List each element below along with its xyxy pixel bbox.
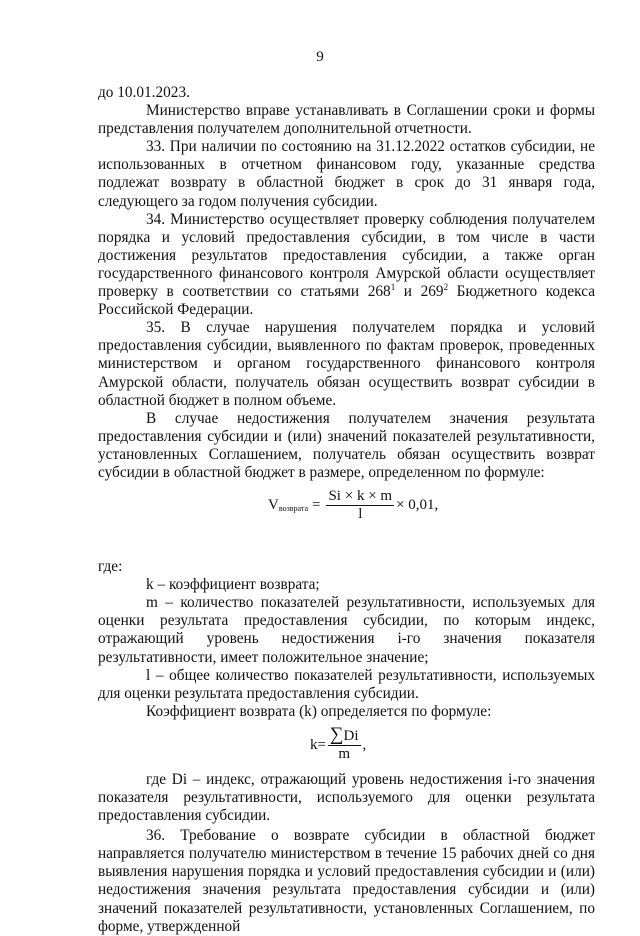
- paragraph: В случае недостижения получателем значения результата предоставления субсидии и (или) значений показателей результативности, установленных Соглашением, получатель обязан осуществить возврат субсидии в областной бюджет в размере, определенном по формуле:: [98, 409, 595, 481]
- document-body: [98, 84, 595, 936]
- paragraph-text: Бюджетного кодекса Российской Федерации.: [98, 283, 595, 319]
- formula-numerator-text: Di: [343, 728, 359, 745]
- formula-lhs: V: [268, 497, 279, 514]
- formula-denominator: l: [358, 505, 363, 522]
- formula-tail: × 0,01,: [396, 497, 439, 514]
- formula-fraction: [326, 488, 394, 523]
- paragraph-36: 36. Требование о возврате субсидии в областной бюджет направляется получателю министерством в течение 15 рабочих дней со дня выявления нарушения порядка и условий предоставления субсидии и (или) недостижения значения результата предоставления субсидии и (или) значений показателей результативности, установленных Соглашением, по форме, утвержденной: [98, 827, 595, 935]
- paragraph: m – количество показателей результативности, используемых для оценки результата предоставления субсидии, по которым индекс, отражающий уровень недостижения i-го значения показателя результативности, имеет положительное значение;: [98, 594, 595, 666]
- formula-numerator: [328, 726, 361, 746]
- paragraph: Коэффициент возврата (k) определяется по формуле:: [146, 702, 492, 720]
- formula-equals: =: [312, 497, 321, 514]
- paragraph: Министерство вправе устанавливать в Соглашении сроки и формы представления получателем дополнительной отчетности.: [98, 102, 595, 138]
- formula-tail: ,: [362, 736, 367, 753]
- superscript: 1: [390, 281, 396, 292]
- formula-denominator: m: [338, 746, 351, 763]
- refund-formula: [268, 486, 595, 524]
- superscript: 2: [443, 281, 449, 292]
- formula-numerator: Si × k × m: [328, 487, 393, 504]
- paragraph-33: 33. При наличии по состоянию на 31.12.2022 остатков субсидии, не использованных в отчетном финансовом году, указанные средства подлежат возврату в областной бюджет в срок до 31 января года, следующего за годом получения субсидии.: [98, 138, 595, 210]
- paragraph-34: [98, 211, 595, 320]
- formula-lhs: k: [310, 736, 318, 753]
- paragraph: где Di – индекс, отражающий уровень недостижения i-го значения показателя результативности, используемого для оценки результата предоставления субсидии.: [98, 770, 595, 825]
- paragraph-35: 35. В случае нарушения получателем порядка и условий предоставления субсидии, выявленного по фактам проверок, проведенных министерством и органом государственного финансового контроля Амурской области, получатель обязан осуществить возврат субсидии в областной бюджет в полном объеме.: [98, 319, 595, 409]
- paragraph: до 10.01.2023.: [98, 84, 190, 101]
- sum-symbol: ∑: [329, 724, 344, 746]
- paragraph-text: 34. Министерство осуществляет проверку соблюдения получателем порядка и условий предоставления субсидии, в том числе в части достижения результатов предоставления субсидии, а также орган государственного финансового контроля Амурской области осуществляет проверку в соответствии со статьями 268: [98, 210, 595, 301]
- paragraph: l – общее количество показателей результативности, используемых для оценки результата предоставления субсидии.: [98, 666, 595, 702]
- coefficient-formula: [310, 725, 595, 765]
- formula-lhs-subscript: возврата: [278, 504, 308, 514]
- formula-fraction: [328, 726, 361, 763]
- paragraph: k – коэффициент возврата;: [146, 576, 320, 594]
- paragraph-text: и 269: [395, 283, 444, 301]
- page-number: 9: [316, 49, 324, 65]
- paragraph: где:: [98, 558, 123, 576]
- formula-equals: =: [317, 736, 326, 753]
